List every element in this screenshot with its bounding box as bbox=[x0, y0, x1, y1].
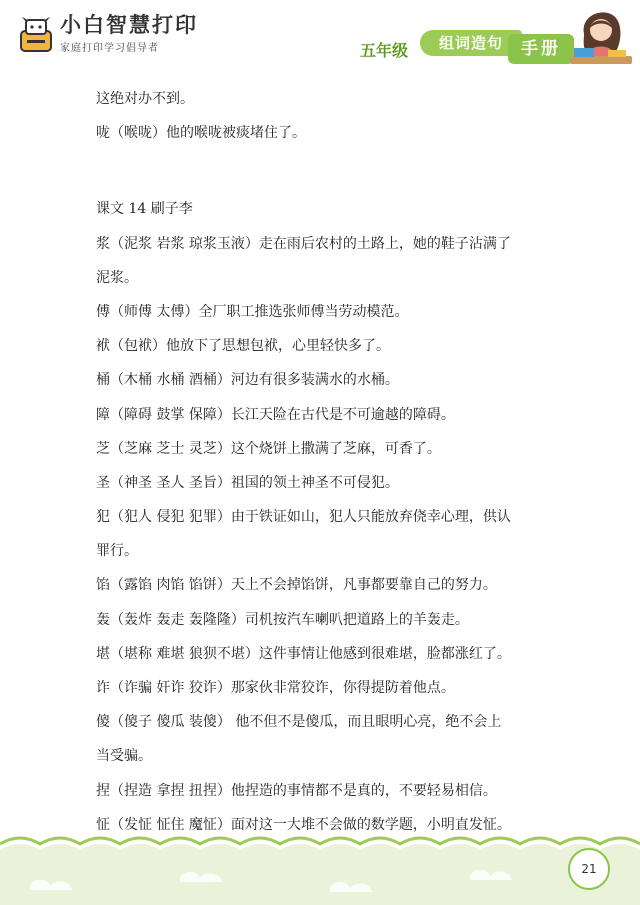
handbook-tag: 手册 bbox=[508, 34, 574, 64]
section-gap bbox=[96, 150, 556, 192]
page-header bbox=[0, 0, 640, 72]
text-line: 犯（犯人 侵犯 犯罪）由于铁证如山，犯人只能放弃侥幸心理，供认 bbox=[96, 509, 511, 526]
text-line: 泥浆。 bbox=[96, 269, 138, 286]
footer-decoration bbox=[0, 820, 640, 905]
text-line: 桶（木桶 水桶 酒桶）河边有很多装满水的水桶。 bbox=[96, 372, 399, 389]
text-line: 怔（发怔 怔住 魔怔）面对这一大堆不会做的数学题，小明直发怔。 bbox=[96, 816, 511, 833]
text-line: 浆（泥浆 岩浆 琼浆玉液）走在雨后农村的土路上，她的鞋子沾满了 bbox=[96, 235, 511, 252]
text-line: 傅（师傅 太傅）全厂职工推选张师傅当劳动模范。 bbox=[96, 303, 409, 320]
brand-name: 小白智慧打印 bbox=[60, 13, 198, 37]
brand-slogan: 家庭打印学习倡导者 bbox=[60, 43, 159, 54]
brand bbox=[60, 13, 198, 54]
topic-banner: 组词造句 bbox=[420, 30, 522, 56]
page-number: 21 bbox=[568, 848, 610, 890]
girl-reading-illustration-icon bbox=[566, 4, 636, 68]
text-line: 障（障碍 鼓掌 保障）长江天险在古代是不可逾越的障碍。 bbox=[96, 406, 455, 423]
text-line: 轰（轰炸 轰走 轰隆隆）司机按汽车喇叭把道路上的羊轰走。 bbox=[96, 611, 469, 628]
grade-label: 五年级 bbox=[360, 41, 409, 60]
text-line: 堪（堪称 难堪 狼狈不堪）这件事情让他感到很难堪，脸都涨红了。 bbox=[96, 645, 511, 662]
text-line: 这绝对办不到。 bbox=[96, 91, 194, 107]
text-line: 咙（喉咙）他的喉咙被痰堵住了。 bbox=[96, 125, 306, 142]
vocabulary-content bbox=[96, 82, 556, 842]
text-line: 芝（芝麻 芝士 灵芝）这个烧饼上撒满了芝麻，可香了。 bbox=[96, 440, 441, 457]
text-line: 馅（露馅 肉馅 馅饼）天上不会掉馅饼，凡事都要靠自己的努力。 bbox=[96, 577, 497, 594]
text-line: 诈（诈骗 奸诈 狡诈）那家伙非常狡诈，你得提防着他点。 bbox=[96, 680, 455, 696]
text-line: 罪行。 bbox=[96, 543, 138, 560]
text-line: 袱（包袱）他放下了思想包袱，心里轻快多了。 bbox=[96, 338, 390, 355]
lesson-title: 课文 14 刷子李 bbox=[96, 201, 193, 218]
text-line: 圣（神圣 圣人 圣旨）祖国的领土神圣不可侵犯。 bbox=[96, 474, 399, 491]
printer-dog-logo-icon bbox=[18, 16, 54, 54]
text-line: 捏（捏造 拿捏 扭捏）他捏造的事情都不是真的，不要轻易相信。 bbox=[96, 782, 497, 799]
text-line: 傻（傻子 傻瓜 装傻） 他不但不是傻瓜，而且眼明心亮，绝不会上 bbox=[96, 714, 502, 731]
text-line: 当受骗。 bbox=[96, 748, 152, 765]
